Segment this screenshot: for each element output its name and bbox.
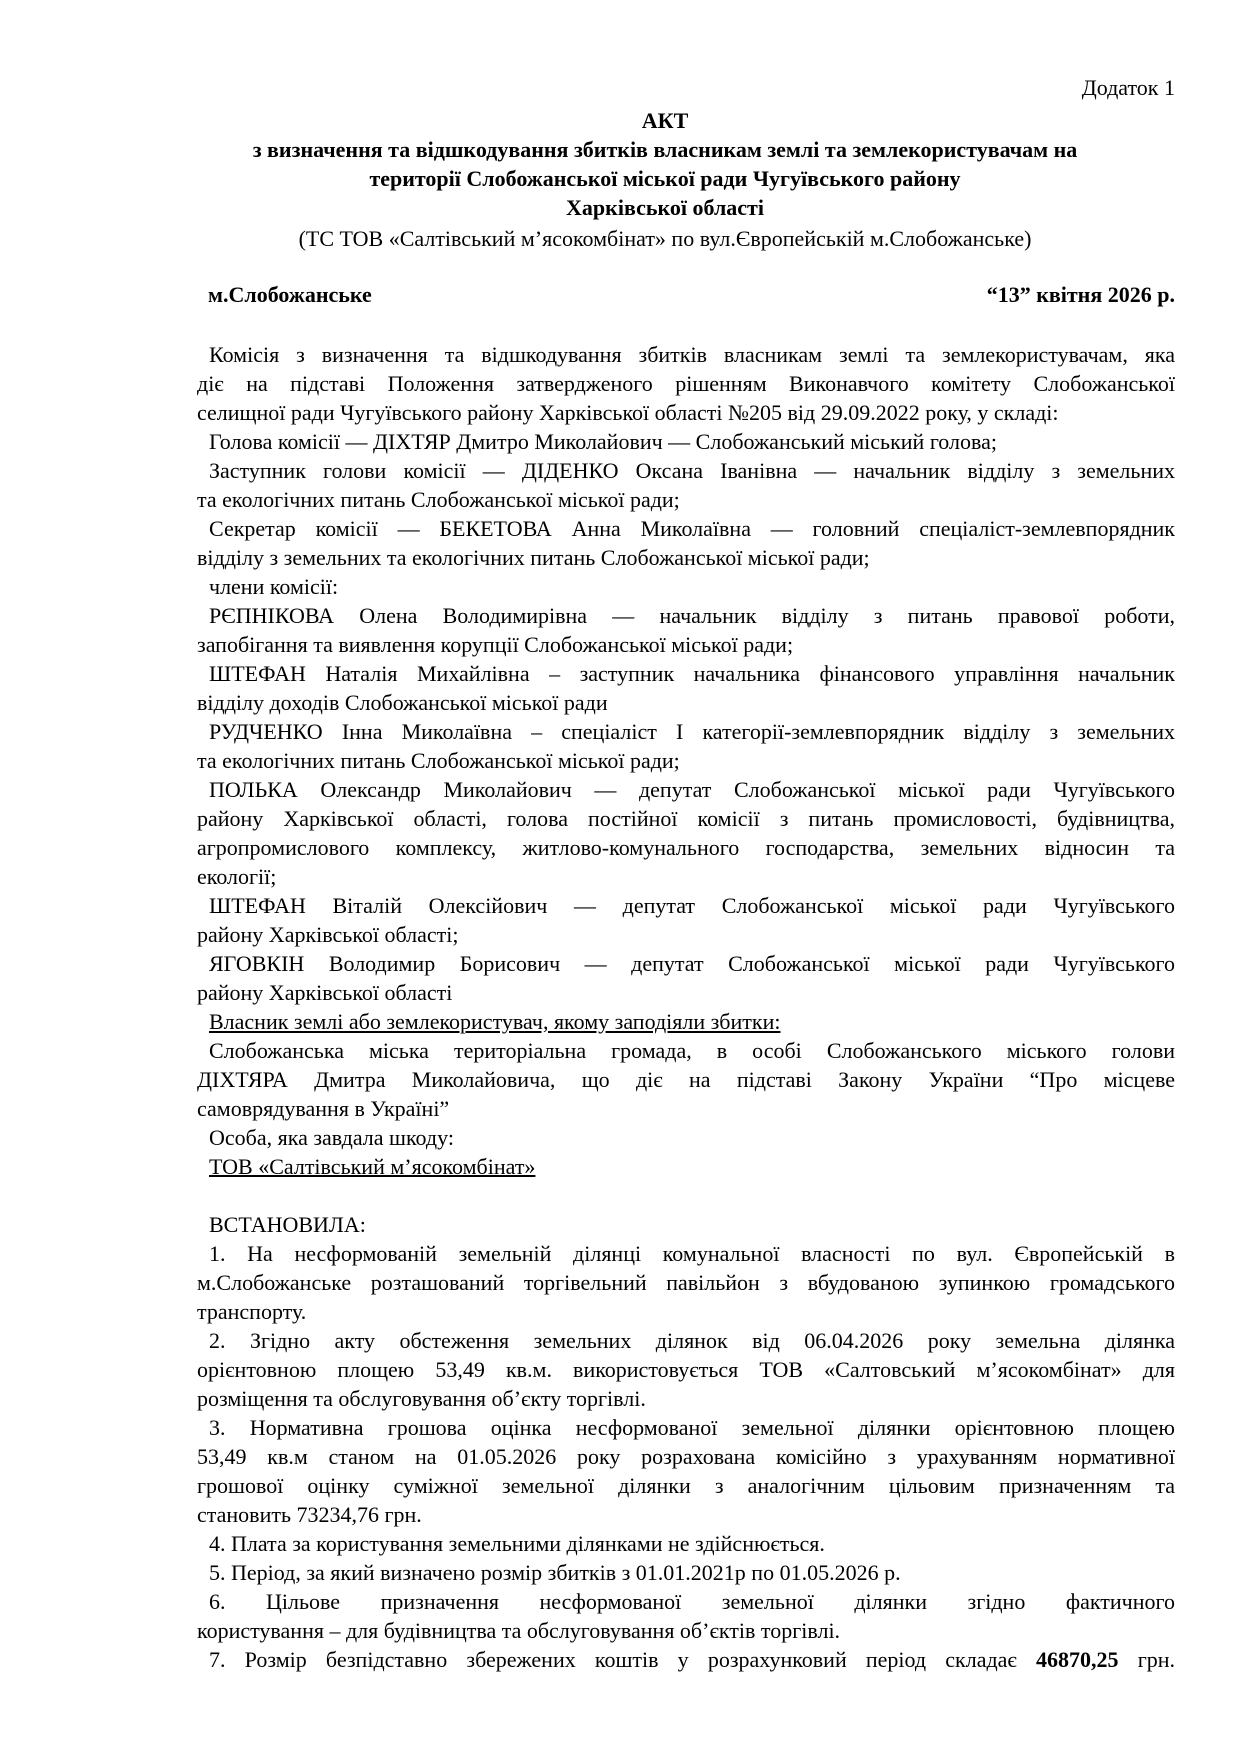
body-line: та екологічних питань Слобожанської міської ради;: [197, 748, 680, 773]
document-object: (ТС ТОВ «Салтівський м’ясокомбінат» по вул.Європейській м.Слобожанське): [298, 226, 1032, 251]
body-line: ДІХТЯРА Дмитра Миколайовича, що діє на підставі Закону України “Про місцеве: [197, 1067, 1175, 1092]
body-line: 5. Період, за який визначено розмір збитків з 01.01.2021р по 01.05.2026 р.: [209, 1560, 901, 1585]
body-line: Голова комісії — ДІХТЯР Дмитро Миколайович — Слобожанський міський голова;: [209, 429, 997, 454]
body-line: становить 73234,76 грн.: [197, 1502, 422, 1527]
owner-heading-text: Власник землі або землекористувач, якому заподіяли збитки:: [209, 1009, 781, 1034]
body-line: РУДЧЕНКО Інна Миколаївна – спеціаліст І категорії-землевпорядник відділу з земельних: [209, 719, 1175, 744]
damage-unit: грн.: [1118, 1647, 1175, 1672]
annex-label: Додаток 1: [1081, 75, 1175, 100]
body-line: Заступник голови комісії — ДІДЕНКО Оксана Іванівна — начальник відділу з земельних: [209, 458, 1175, 483]
body-line: користування – для будівництва та обслуговування об’єктів торгівлі.: [197, 1618, 841, 1643]
body-line: транспорту.: [197, 1299, 307, 1324]
body-line: агропромислового комплексу, житлово-комунального господарства, земельних відносин та: [197, 835, 1175, 860]
body-line: 6. Цільове призначення несформованої земельної ділянки згідно фактичного: [209, 1589, 1175, 1614]
place: м.Слобожанське: [208, 282, 372, 307]
body-line: ШТЕФАН Наталія Михайлівна – заступник начальника фінансового управління начальник: [209, 661, 1175, 686]
body-line: м.Слобожанське розташований торгівельний павільйон з вбудованою зупинкою громадського: [197, 1270, 1175, 1295]
body-line: екології;: [197, 864, 277, 889]
body-line: району Харківської області, голова постійної комісії з питань промисловості, будівництва,: [197, 806, 1175, 831]
body-line: РЄПНІКОВА Олена Володимирівна — начальник відділу з питань правової роботи,: [209, 603, 1175, 628]
body-line: грошової оцінку суміжної земельної ділянки з аналогічним цільовим призначенням та: [197, 1473, 1175, 1498]
body-line: орієнтовною площею 53,49 кв.м. використовується ТОВ «Салтовський м’ясокомбінат» для: [197, 1357, 1175, 1382]
damage-amount: 46870,25: [1036, 1647, 1119, 1672]
body-line: 3. Нормативна грошова оцінка несформованої земельної ділянки орієнтовною площею: [209, 1415, 1175, 1440]
body-line: ШТЕФАН Віталій Олексійович — депутат Слобожанської міської ради Чугуївського: [209, 893, 1175, 918]
document-subtitle-line: території Слобожанської міської ради Чугуївського району: [369, 166, 961, 191]
offender-name: [197, 1152, 1175, 1181]
damage-amount-line: [197, 1645, 1175, 1674]
body-line: відділу з земельних та екологічних питань Слобожанської міської ради;: [197, 545, 870, 570]
body-line: селищної ради Чугуївського району Харківської області №205 від 29.09.2022 року, у складі:: [197, 400, 1059, 425]
body-line: відділу доходів Слобожанської міської ради: [197, 690, 608, 715]
body-line: самоврядування в Україні”: [197, 1096, 450, 1121]
damage-text: 7. Розмір безпідставно збережених коштів у розрахунковий період складає: [209, 1647, 1037, 1672]
body-line: району Харківської області: [197, 980, 453, 1005]
date: “13” квітня 2026 р.: [986, 282, 1175, 307]
body-line: запобігання та виявлення корупції Слобожанської міської ради;: [197, 632, 794, 657]
document-body: [197, 340, 1175, 1674]
body-line: діє на підставі Положення затвердженого рішенням Виконавчого комітету Слобожанської: [197, 371, 1175, 396]
body-line: ЯГОВКІН Володимир Борисович — депутат Слобожанської міської ради Чугуївського: [209, 951, 1175, 976]
place-date-line: [208, 282, 1175, 308]
document-title: АКТ: [641, 108, 689, 133]
owner-heading: [197, 1007, 1175, 1036]
offender-name-text: ТОВ «Салтівський м’ясокомбінат»: [209, 1154, 536, 1179]
body-line: члени комісії:: [209, 574, 339, 599]
body-line: Секретар комісії — БЕКЕТОВА Анна Миколаївна — головний спеціаліст-землевпорядник: [209, 516, 1175, 541]
body-line: району Харківської області;: [197, 922, 459, 947]
body-line: 1. На несформованій земельній ділянці комунальної власності по вул. Європейській в: [209, 1241, 1175, 1266]
body-line: 2. Згідно акту обстеження земельних ділянок від 06.04.2026 року земельна ділянка: [209, 1328, 1175, 1353]
body-line: ПОЛЬКА Олександр Миколайович — депутат Слобожанської міської ради Чугуївського: [209, 777, 1175, 802]
document-subtitle-line: Харківської області: [566, 195, 764, 220]
body-line: 4. Плата за користування земельними ділянками не здійснюється.: [209, 1531, 825, 1556]
body-line: Слобожанська міська територіальна громада, в особі Слобожанського міського голови: [209, 1038, 1175, 1063]
blank-line: [197, 1181, 1175, 1210]
body-line: Особа, яка завдала шкоду:: [209, 1125, 454, 1150]
body-line: розміщення та обслуговування об’єкту торгівлі.: [197, 1386, 646, 1411]
document-subtitle-line: з визначення та відшкодування збитків власникам землі та землекористувачам на: [252, 137, 1078, 162]
body-line: Комісія з визначення та відшкодування збитків власникам землі та землекористувачам, яка: [209, 342, 1175, 367]
findings-heading: ВСТАНОВИЛА:: [209, 1212, 366, 1237]
body-line: 53,49 кв.м станом на 01.05.2026 року розрахована комісійно з урахуванням нормативної: [197, 1444, 1175, 1469]
body-line: та екологічних питань Слобожанської міської ради;: [197, 487, 680, 512]
